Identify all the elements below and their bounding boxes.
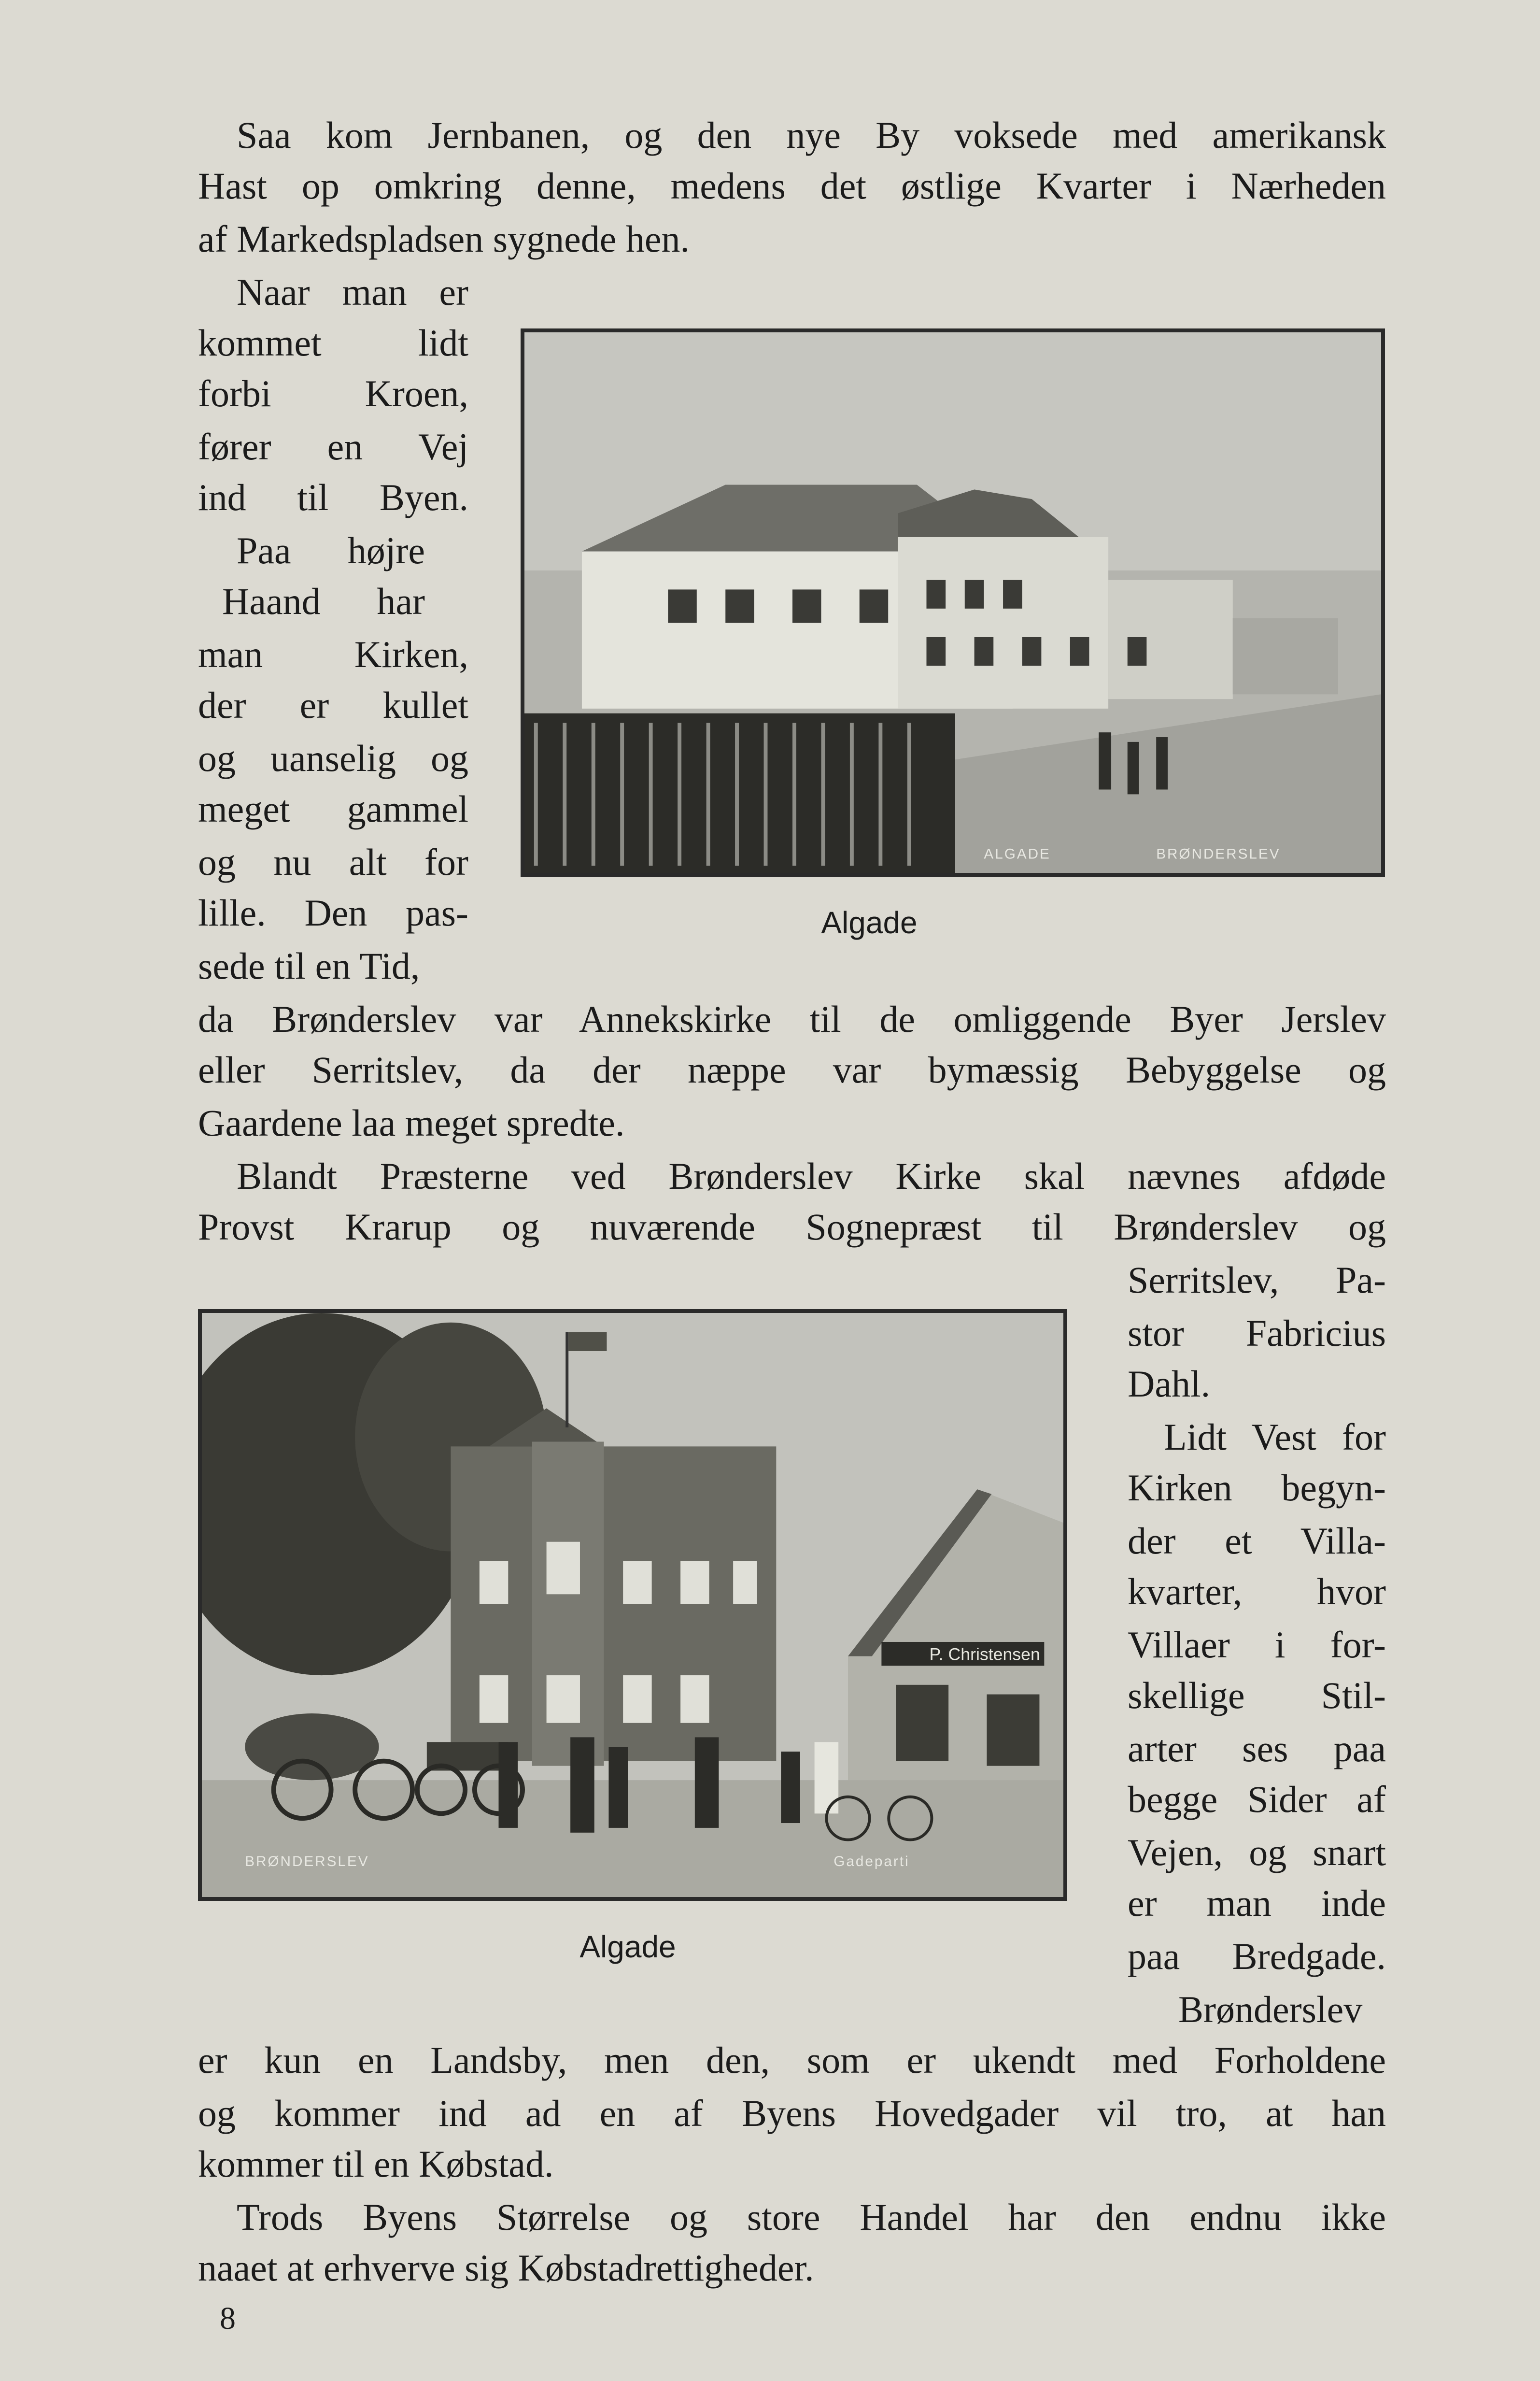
- paragraph-line: fører en Vej: [198, 426, 468, 468]
- paragraph-line: der er kullet: [198, 684, 468, 726]
- paragraph-line: er kun en Landsby, men den, som er ukendt med Forholdene: [198, 2039, 1386, 2081]
- paragraph-line: kommer til en Købstad.: [198, 2143, 554, 2185]
- paragraph-line: da Brønderslev var Annekskirke til de omliggende Byer Jerslev: [198, 998, 1386, 1040]
- paragraph-line: begge Sider af: [1128, 1778, 1386, 1820]
- photo-algade-square: [198, 1309, 1067, 1901]
- paragraph-line: Brønderslev: [1178, 1988, 1363, 2030]
- paragraph-line: naaet at erhverve sig Købstadrettigheder.: [198, 2247, 814, 2289]
- paragraph-line: Naar man er: [237, 271, 468, 313]
- page-number: 8: [220, 2301, 236, 2336]
- paragraph-line: kommet lidt: [198, 322, 468, 364]
- photo-algade-buildings: [521, 328, 1385, 877]
- paragraph-line: Provst Krarup og nuværende Sognepræst til Brønderslev og: [198, 1206, 1386, 1248]
- paragraph-line: paa Bredgade.: [1128, 1935, 1386, 1977]
- shop-sign: P. Christensen: [929, 1644, 1040, 1664]
- paragraph-line: Trods Byens Størrelse og store Handel har den endnu ikke: [237, 2196, 1386, 2238]
- paragraph-line: og kommer ind ad en af Byens Hovedgader vil tro, at han: [198, 2092, 1386, 2134]
- photo-stamp-label: BRØNDERSLEV: [1156, 846, 1281, 862]
- paragraph-line: man Kirken,: [198, 633, 468, 675]
- photo-stamp-label: ALGADE: [984, 846, 1051, 862]
- paragraph-line: der et Villa-: [1128, 1520, 1386, 1562]
- photo-stamp-label: Gadeparti: [834, 1853, 910, 1869]
- paragraph-line: og nu alt for: [198, 841, 468, 883]
- paragraph-line: Lidt Vest for: [1164, 1416, 1386, 1458]
- paragraph-line: Hast op omkring denne, medens det østlige Kvarter i Nærheden: [198, 165, 1386, 207]
- photo-stamp-label: BRØNDERSLEV: [245, 1853, 369, 1869]
- paragraph-line: stor Fabricius: [1128, 1312, 1386, 1354]
- paragraph-line: og uanselig og: [198, 737, 468, 779]
- paragraph-line: lille. Den pas-: [198, 892, 468, 934]
- paragraph-line: skellige Stil-: [1128, 1674, 1386, 1716]
- paragraph-line: Dahl.: [1128, 1363, 1211, 1405]
- paragraph-line: ind til Byen.: [198, 476, 468, 518]
- paragraph-line: Villaer i for-: [1128, 1624, 1386, 1666]
- paragraph-line: forbi Kroen,: [198, 372, 468, 414]
- paragraph-line: Haand har: [222, 580, 425, 622]
- paragraph-line: eller Serritslev, da der næppe var bymæssig Bebyggelse og: [198, 1049, 1386, 1091]
- paragraph-line: Saa kom Jernbanen, og den nye By voksede med amerikansk: [237, 114, 1386, 156]
- paragraph-line: arter ses paa: [1128, 1727, 1386, 1769]
- paragraph-line: Kirken begyn-: [1128, 1467, 1386, 1509]
- paragraph-line: meget gammel: [198, 788, 468, 830]
- paragraph-line: sede til en Tid,: [198, 945, 420, 987]
- photo-caption: Algade: [821, 905, 918, 940]
- paragraph-line: Blandt Præsterne ved Brønderslev Kirke skal nævnes afdøde: [237, 1155, 1386, 1197]
- paragraph-line: Gaardene laa meget spredte.: [198, 1102, 625, 1144]
- paragraph-line: Vejen, og snart: [1128, 1831, 1386, 1873]
- paragraph-line: er man inde: [1128, 1882, 1386, 1924]
- paragraph-line: kvarter, hvor: [1128, 1570, 1386, 1612]
- photo-caption: Algade: [579, 1929, 676, 1964]
- paragraph-line: Paa højre: [237, 529, 425, 571]
- paragraph-line: af Markedspladsen sygnede hen.: [198, 218, 690, 260]
- paragraph-line: Serritslev, Pa-: [1128, 1259, 1386, 1301]
